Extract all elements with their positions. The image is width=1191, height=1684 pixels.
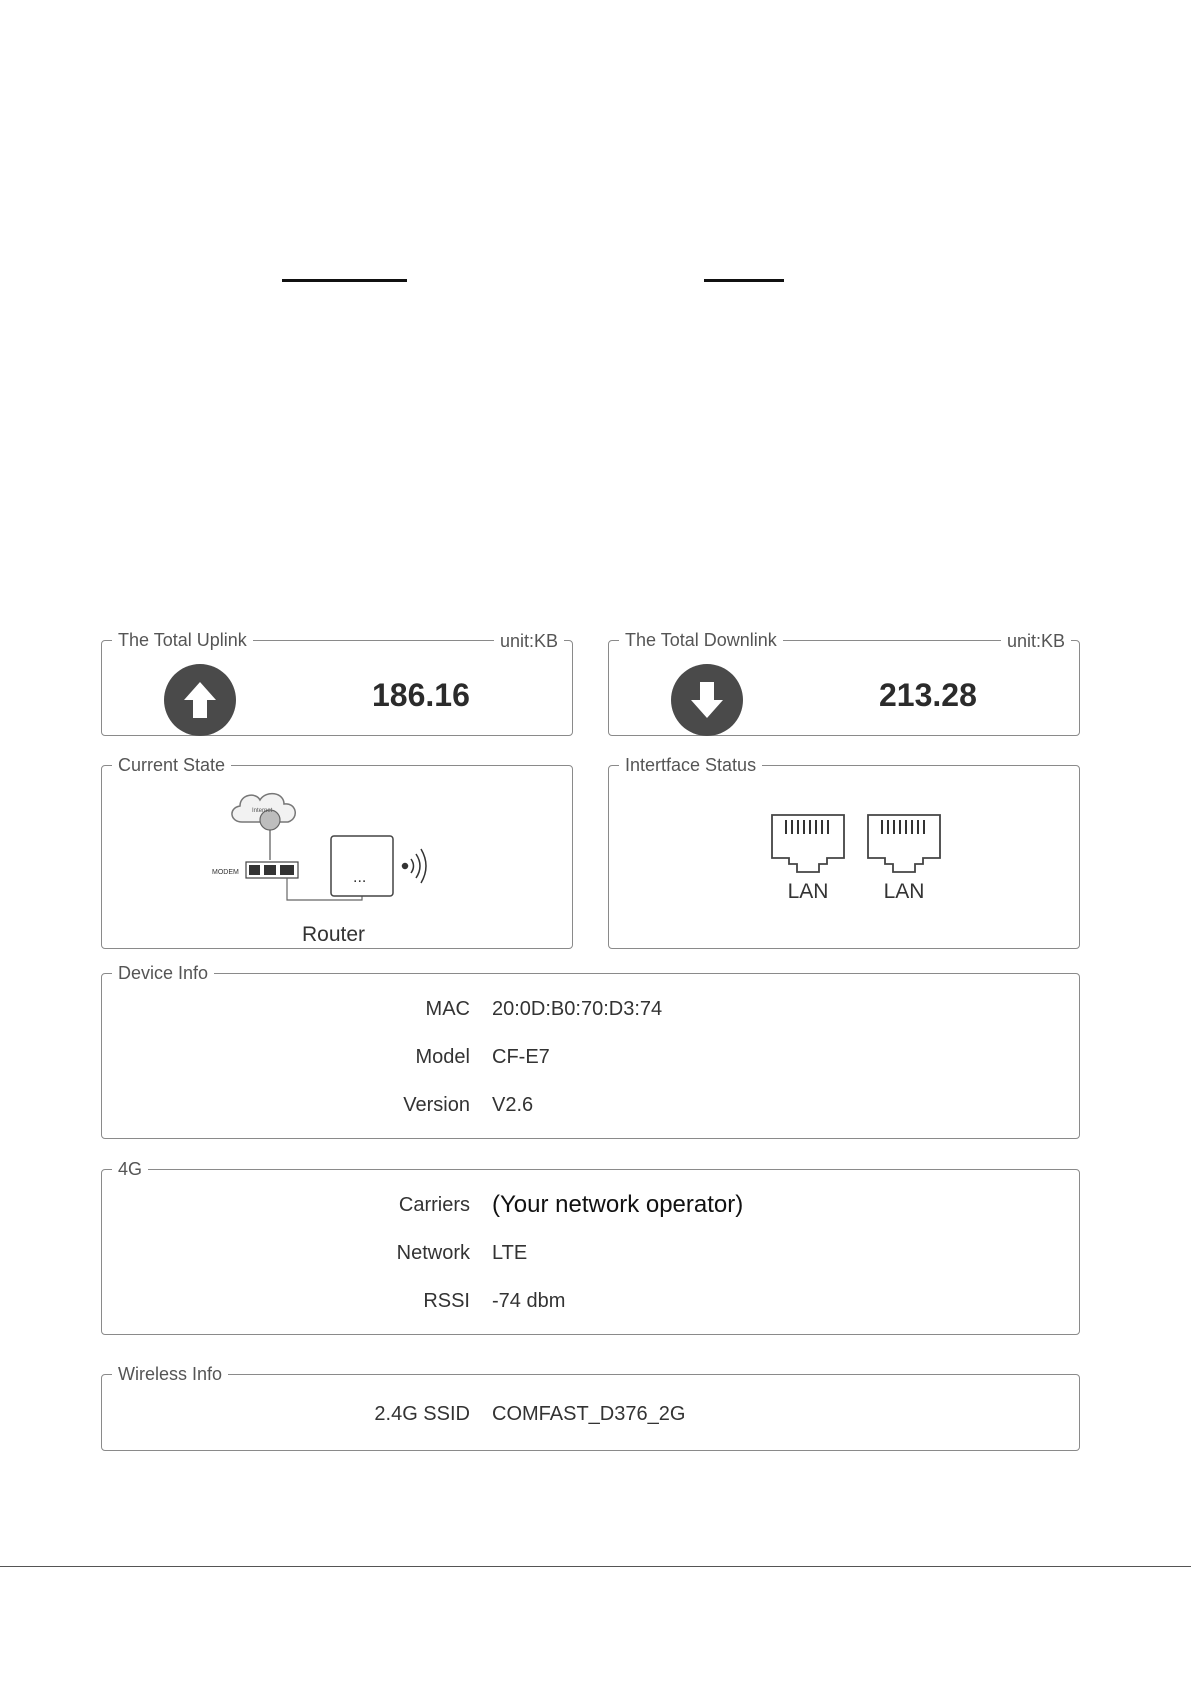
- lan-port-icon: [771, 814, 845, 876]
- wireless-info-panel: [101, 1364, 1080, 1451]
- network-value: LTE: [492, 1242, 528, 1264]
- downlink-unit: unit:KB: [1001, 631, 1071, 652]
- version-value: V2.6: [492, 1094, 534, 1116]
- downlink-value: 213.28: [879, 677, 977, 713]
- router-icon: [331, 836, 393, 896]
- current-state-title: Current State: [118, 755, 226, 775]
- lte-row-carriers: [102, 1191, 1079, 1224]
- network-label: Network: [396, 1242, 470, 1264]
- uplink-title: The Total Uplink: [118, 630, 247, 650]
- device-info-panel: [101, 963, 1080, 1139]
- device-info-title: Device Info: [118, 963, 209, 983]
- modem-icon: [246, 862, 298, 878]
- bottom-divider: [0, 1566, 1191, 1567]
- router-screen-text: ...: [353, 869, 367, 886]
- uplink-panel: [101, 630, 573, 736]
- top-underline-left: [282, 279, 407, 282]
- wifi-signal-icon: [403, 849, 427, 883]
- model-label: Model: [415, 1046, 470, 1068]
- router-label: Router: [302, 923, 366, 946]
- downlink-panel: [608, 630, 1080, 736]
- modem-label: MODEM: [212, 869, 239, 876]
- internet-cloud-icon: [232, 794, 295, 830]
- top-underline-right: [704, 279, 784, 282]
- ssid-label: 2.4G SSID: [374, 1403, 470, 1425]
- lte-row-rssi: [102, 1290, 1079, 1320]
- interface-status-panel: [608, 755, 1080, 949]
- current-state-panel: [101, 755, 573, 949]
- mac-value: 20:0D:B0:70:D3:74: [492, 998, 663, 1020]
- internet-label: Internet: [252, 808, 273, 814]
- mac-label: MAC: [425, 998, 470, 1020]
- device-info-row-model: [102, 1046, 1079, 1076]
- device-info-row-version: [102, 1094, 1079, 1124]
- lte-row-network: [102, 1242, 1079, 1272]
- network-topology-diagram: [212, 782, 452, 922]
- device-info-row-mac: [102, 998, 1079, 1028]
- lan-port-1: [771, 814, 845, 904]
- wireless-row-ssid: [102, 1403, 1079, 1433]
- lte-title: 4G: [118, 1159, 143, 1179]
- lan-port-icon: [867, 814, 941, 876]
- uplink-unit: unit:KB: [494, 631, 564, 652]
- arrow-up-icon: [164, 664, 236, 736]
- carriers-value: (Your network operator): [492, 1191, 744, 1218]
- rssi-label: RSSI: [423, 1290, 470, 1312]
- rssi-value: -74 dbm: [492, 1290, 566, 1312]
- arrow-down-icon: [671, 664, 743, 736]
- version-label: Version: [403, 1094, 470, 1116]
- lte-panel: [101, 1159, 1080, 1335]
- lan-label-1: LAN: [787, 880, 829, 903]
- lan-port-2: [867, 814, 941, 904]
- uplink-value: 186.16: [372, 677, 470, 713]
- downlink-title: The Total Downlink: [625, 630, 777, 650]
- interface-status-title: Intertface Status: [625, 755, 757, 775]
- lan-label-2: LAN: [883, 880, 925, 903]
- ssid-value: COMFAST_D376_2G: [492, 1403, 686, 1425]
- model-value: CF-E7: [492, 1046, 550, 1068]
- wireless-info-title: Wireless Info: [118, 1364, 223, 1384]
- carriers-label: Carriers: [398, 1194, 470, 1216]
